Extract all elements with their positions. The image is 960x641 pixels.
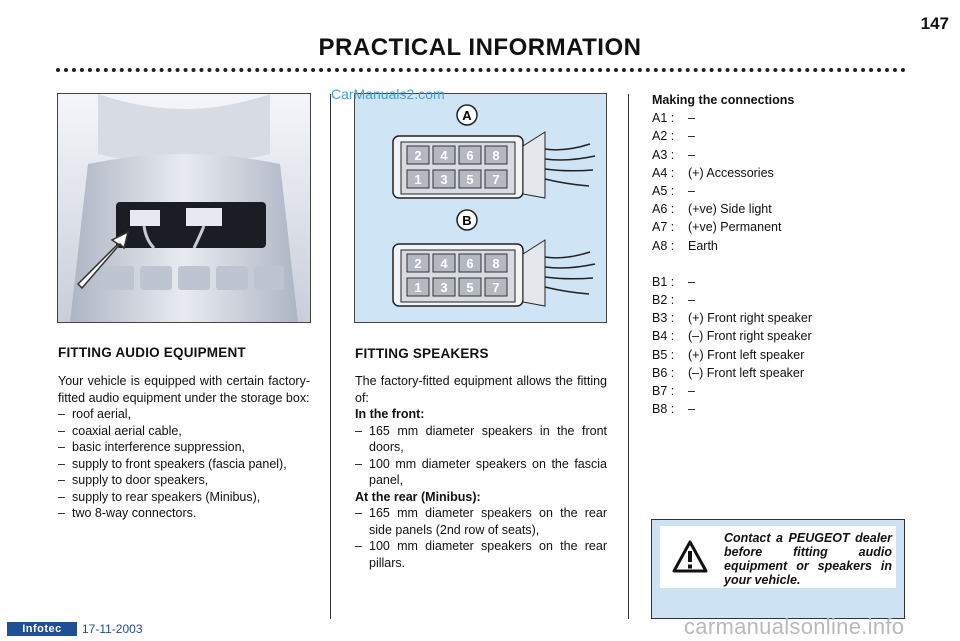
title-rule [56, 68, 906, 72]
speakers-body [355, 373, 607, 571]
pin-a-6: 6 [466, 148, 474, 163]
front-list [355, 423, 607, 489]
pin-b-5: 5 [466, 280, 474, 295]
pin-a-8: 8 [492, 148, 500, 163]
speakers-intro: The factory-fitted equipment allows the fitting of: [355, 374, 607, 405]
connection-code: A4 : [652, 165, 675, 180]
connection-desc: – [688, 147, 695, 162]
connection-code: B2 : [652, 293, 675, 308]
connection-code: A8 : [652, 238, 675, 253]
dashboard-illustration [58, 94, 310, 322]
speakers-heading: FITTING SPEAKERS [355, 346, 489, 361]
list-item: – supply to rear speakers (Minibus), [58, 489, 310, 506]
connection-desc: (–) Front right speaker [688, 329, 812, 344]
connection-code: B5 : [652, 347, 675, 362]
audio-list [58, 406, 310, 522]
connection-code: A7 : [652, 220, 675, 235]
connection-row [652, 327, 882, 345]
connection-desc: (+) Accessories [688, 165, 774, 180]
connection-row [652, 127, 882, 145]
connection-row [652, 109, 882, 127]
label-b: B [462, 213, 472, 228]
list-item: – roof aerial, [58, 406, 310, 423]
connection-row [652, 218, 882, 236]
connection-code: A6 : [652, 202, 675, 217]
connection-row [652, 146, 882, 164]
connections-list [652, 91, 882, 418]
connection-desc: (+) Front right speaker [688, 311, 813, 326]
connection-row [652, 237, 882, 255]
watermark-top: CarManuals2.com [331, 86, 445, 102]
page-title: PRACTICAL INFORMATION [318, 34, 642, 61]
label-a: A [462, 108, 472, 123]
pin-a-2: 2 [414, 148, 422, 163]
pin-b-8: 8 [492, 256, 500, 271]
connection-code: B1 : [652, 274, 675, 289]
connection-desc: – [688, 402, 695, 417]
list-item: – two 8-way connectors. [58, 505, 310, 522]
connection-row [652, 291, 882, 309]
connection-row [652, 346, 882, 364]
connection-desc: – [688, 384, 695, 399]
connection-row [652, 273, 882, 291]
connection-code: B3 : [652, 311, 675, 326]
connection-code: B6 : [652, 365, 675, 380]
connector-a [393, 105, 595, 198]
rear-label: At the rear (Minibus): [355, 489, 481, 504]
connection-desc: – [688, 274, 695, 289]
dashboard-photo [57, 93, 311, 323]
warning-triangle-icon [672, 540, 708, 574]
connection-code: B4 : [652, 329, 675, 344]
connection-spacer [652, 255, 882, 273]
column-divider [330, 94, 331, 619]
warning-text: Contact a PEUGEOT dealer before fitting audio equipment or speakers in your vehicle. [724, 531, 892, 587]
connection-row [652, 182, 882, 200]
pin-a-4: 4 [440, 148, 448, 163]
front-label: In the front: [355, 407, 425, 421]
connection-desc: – [688, 129, 695, 144]
connection-desc: – [688, 184, 695, 199]
connection-code: A2 : [652, 129, 675, 144]
pin-a-1: 1 [414, 172, 422, 187]
connection-code: B7 : [652, 384, 675, 399]
infotec-logo: Infotec [7, 622, 77, 636]
list-item: – basic interference suppression, [58, 439, 310, 456]
connection-row [652, 400, 882, 418]
watermark-bottom: carmanualsonline.info [684, 614, 905, 639]
connection-desc: (+ve) Permanent [688, 220, 782, 235]
connection-row [652, 309, 882, 327]
warning-box [651, 519, 905, 619]
connector-diagram [354, 93, 607, 323]
rear-list [355, 505, 607, 571]
pin-b-1: 1 [414, 280, 422, 295]
list-item: – 100 mm diameter speakers on the fascia panel, [355, 456, 607, 489]
connection-desc: (+ve) Side light [688, 202, 772, 217]
audio-heading: FITTING AUDIO EQUIPMENT [58, 345, 246, 360]
connection-code: B8 : [652, 402, 675, 417]
connector-illustration [355, 94, 606, 322]
connection-row [652, 200, 882, 218]
connection-code: A5 : [652, 184, 675, 199]
list-item: – 165 mm diameter speakers on the rear side panels (2nd row of seats), [355, 505, 607, 538]
list-item: – coaxial aerial cable, [58, 423, 310, 440]
connection-row [652, 364, 882, 382]
connection-desc: (–) Front left speaker [688, 365, 805, 380]
list-item: – supply to front speakers (fascia panel), [58, 456, 310, 473]
list-item: – supply to door speakers, [58, 472, 310, 489]
connection-code: A1 : [652, 111, 675, 126]
connector-b [393, 210, 595, 306]
column-divider [628, 94, 629, 619]
connection-desc: (+) Front left speaker [688, 347, 805, 362]
pin-a-5: 5 [466, 172, 474, 187]
connections-title: Making the connections [652, 93, 795, 107]
connection-desc: – [688, 111, 695, 126]
pin-b-4: 4 [440, 256, 448, 271]
connection-desc: – [688, 293, 695, 308]
page-number: 147 [920, 14, 949, 33]
list-item: – 165 mm diameter speakers in the front doors, [355, 423, 607, 456]
connection-code: A3 : [652, 147, 675, 162]
pin-b-3: 3 [440, 280, 448, 295]
list-item: – 100 mm diameter speakers on the rear pillars. [355, 538, 607, 571]
connection-row [652, 382, 882, 400]
pin-b-7: 7 [492, 280, 500, 295]
pin-b-2: 2 [414, 256, 422, 271]
pin-a-3: 3 [440, 172, 448, 187]
connection-row [652, 164, 882, 182]
pin-a-7: 7 [492, 172, 500, 187]
audio-body [58, 373, 310, 522]
footer-date: 17-11-2003 [82, 622, 143, 636]
pin-b-6: 6 [466, 256, 474, 271]
warning-panel [660, 526, 896, 588]
audio-intro: Your vehicle is equipped with certain factory-fitted audio equipment under the storage box: [58, 374, 310, 405]
connection-desc: Earth [688, 238, 718, 253]
